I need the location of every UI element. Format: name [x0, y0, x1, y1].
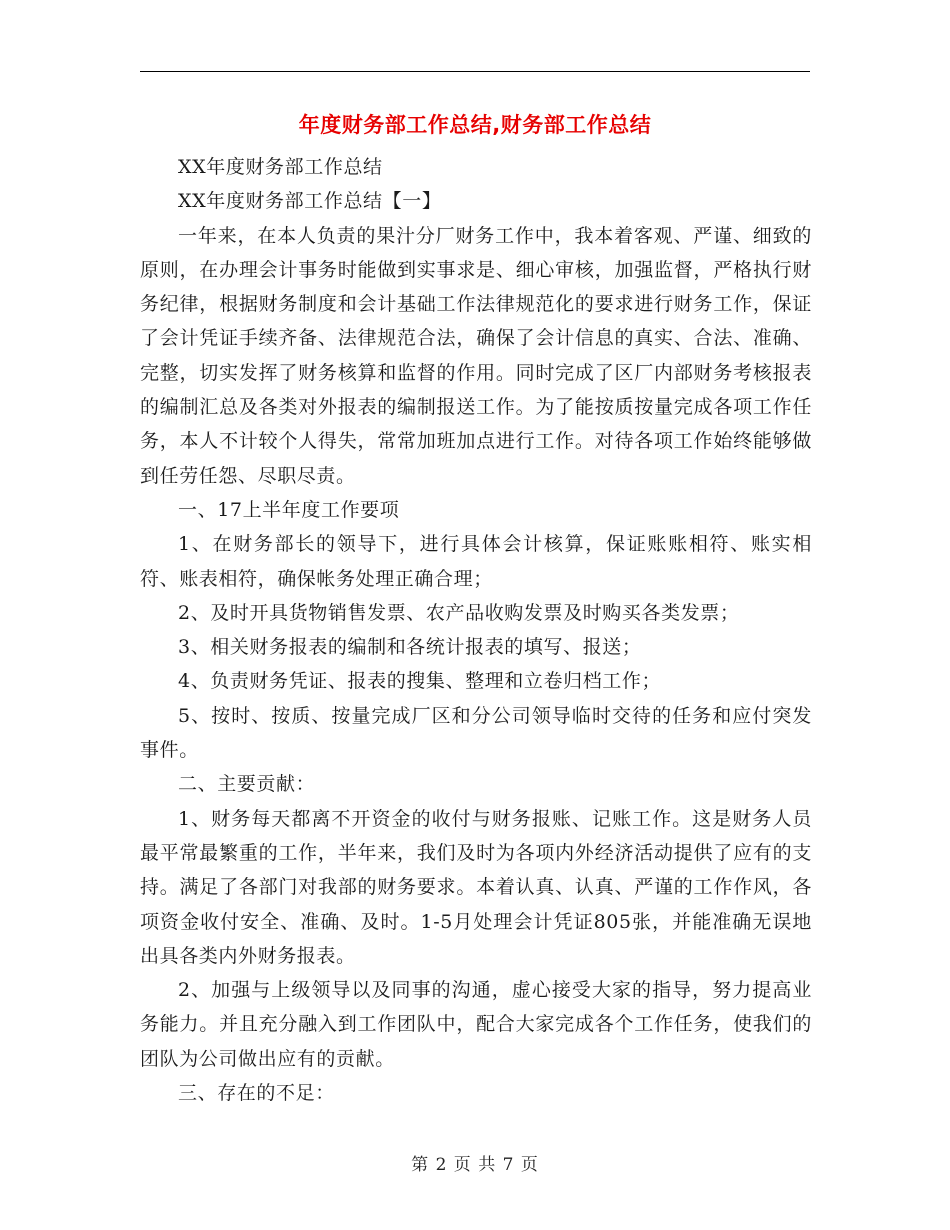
- section-heading: 三、存在的不足：: [178, 1082, 335, 1105]
- body-paragraph: 一年来，在本人负责的果汁分厂财务工作中，我本着客观、严谨、细致的原则，在办理会计事务时能做到实事求是、细心审核，加强监督，严格执行财务纪律，根据财务制度和会计基础工作法律规范化的要求进行财务工作，保证了会计凭证手续齐备、法律规范合法，确保了会计信息的真实、合法、准确、完整，切实发挥了财务核算和监督的作用。同时完成了区厂内部财务考核报表的编制汇总及各类对外报表的编制报送工作。为了能按质按量完成各项工作任务，本人不计较个人得失，常常加班加点进行工作。对待各项工作始终能够做到任劳任怨、尽职尽责。: [140, 224, 812, 487]
- list-item: 2、及时开具货物销售发票、农产品收购发票及时购买各类发票；: [178, 601, 740, 624]
- document-title: 年度财务部工作总结,财务部工作总结: [298, 113, 652, 137]
- body-paragraph: XX年度财务部工作总结【一】: [178, 190, 442, 213]
- list-item: 1、财务每天都离不开资金的收付与财务报账、记账工作。这是财务人员最平常最繁重的工作，半年来，我们及时为各项内外经济活动提供了应有的支持。满足了各部门对我部的财务要求。本着认真、认真、严谨的工作作风，各项资金收付安全、准确、及时。1-5月处理会计凭证805张，并能准确无误地出具各类内外财务报表。: [140, 807, 812, 967]
- header-divider: [140, 71, 810, 72]
- document-body: [140, 150, 812, 1110]
- list-item: 3、相关财务报表的编制和各统计报表的填写、报送；: [178, 636, 642, 659]
- page-number: 第 2 页 共 7 页: [411, 1155, 539, 1175]
- list-item: 5、按时、按质、按量完成厂区和分公司领导临时交待的任务和应付突发事件。: [140, 704, 812, 762]
- body-paragraph: XX年度财务部工作总结: [178, 156, 383, 178]
- section-heading: 二、主要贡献：: [178, 773, 316, 796]
- list-item: 1、在财务部长的领导下，进行具体会计核算，保证账账相符、账实相符、账表相符，确保帐务处理正确合理；: [140, 533, 812, 590]
- list-item: 2、加强与上级领导以及同事的沟通，虚心接受大家的指导，努力提高业务能力。并且充分融入到工作团队中，配合大家完成各个工作任务，使我们的团队为公司做出应有的贡献。: [140, 979, 812, 1070]
- section-heading: 一、17上半年度工作要项: [178, 498, 400, 521]
- list-item: 4、负责财务凭证、报表的搜集、整理和立卷归档工作；: [178, 670, 662, 693]
